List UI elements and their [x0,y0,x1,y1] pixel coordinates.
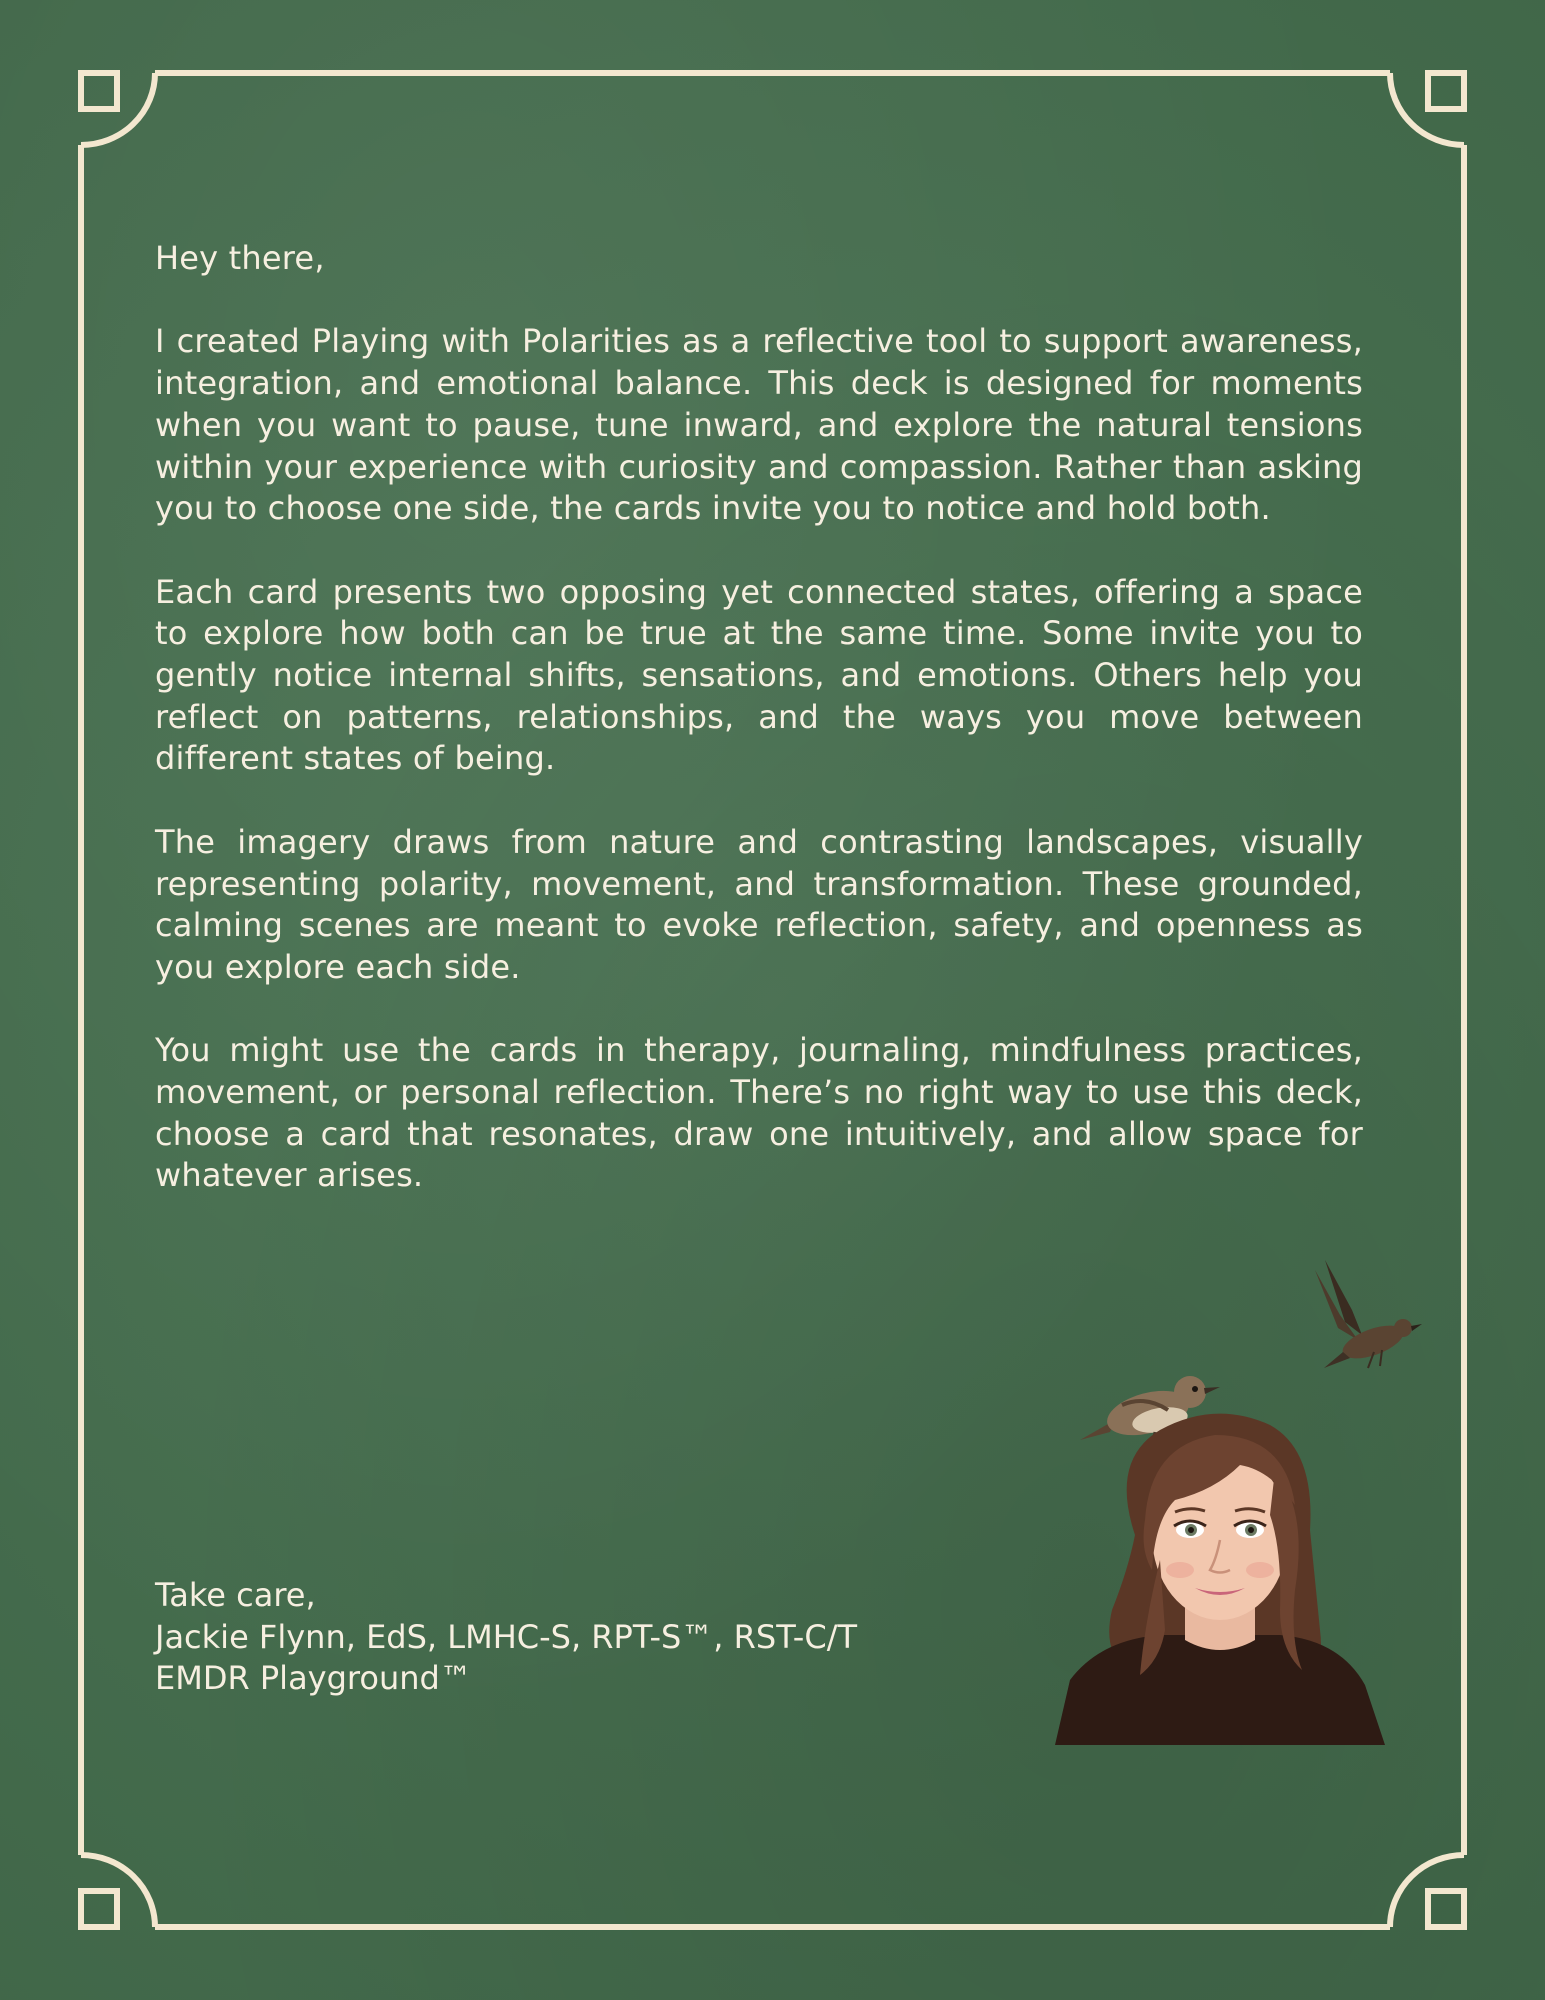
letter-closing [155,1575,857,1700]
signature-org: EMDR Playground™ [155,1659,472,1698]
letter-paragraph: You might use the cards in therapy, journaling, mindfulness practices, movement, or personal reflection. There’s no right way to use this deck, choose a card that resonates, draw one intuitively, and allow space for whatever arises. [155,1031,1363,1195]
letter-paragraph: The imagery draws from nature and contrasting landscapes, visually representing polarity, movement, and transformation. These grounded, calming scenes are meant to evoke reflection, safety, and openness as you explore each side. [155,822,1363,986]
letter-body [155,238,1363,1239]
signoff: Take care, [155,1576,316,1614]
letter-greeting: Hey there, [155,239,325,277]
flying-bird-icon [1315,1260,1422,1368]
signature-name: Jackie Flynn, EdS, LMHC-S, RPT-S™, RST-C/T [155,1617,858,1656]
portrait-illustration [1040,1230,1440,1750]
letter-paragraph: Each card presents two opposing yet connected states, offering a space to explore how both can be true at the same time. Some invite you to gently notice internal shifts, sensations, and emotions. Others help you reflect on patterns, relationships, and the ways you move between different states of being. [155,572,1363,778]
letter-paragraph: I created Playing with Polarities as a reflective tool to support awareness, integration, and emotional balance. This deck is designed for moments when you want to pause, tune inward, and explore the natural tensions within your experience with curiosity and compassion. Rather than asking you to choose one side, the cards invite you to notice and hold both. [155,322,1363,528]
